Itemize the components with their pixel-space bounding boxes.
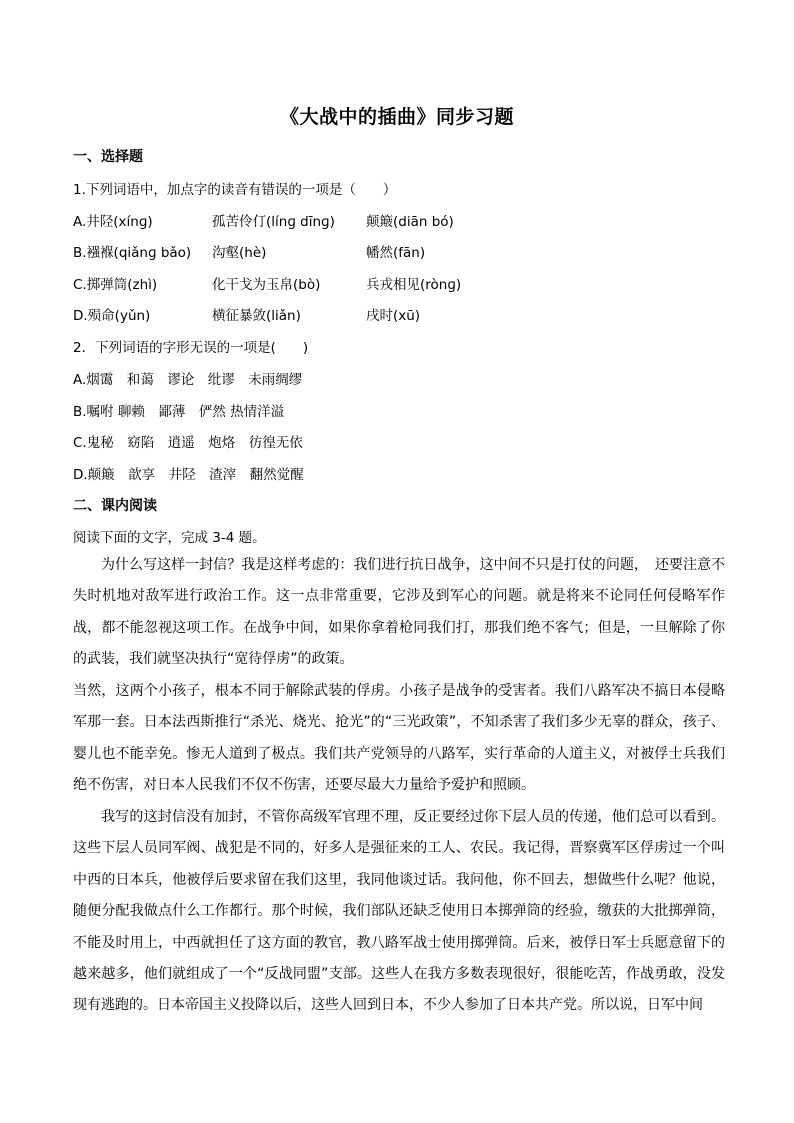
q1-option-a-1: A.井陉(xínɡ): [73, 214, 153, 230]
q2-option-a: A.烟霭 和蔼 谬论 纰谬 未雨绸缪: [73, 372, 303, 388]
q1-option-d-2: 横征暴敛(liǎn): [212, 308, 301, 324]
q2-option-d: D.颠簸 歆享 井陉 渣滓 翻然觉醒: [73, 467, 304, 483]
section-heading-choice: 一、选择题: [73, 149, 143, 165]
q1-option-c-3: 兵戎相见(rònɡ): [366, 277, 462, 293]
q2-option-b: B.嘱咐 聊赖 鄙薄 俨然 热情洋溢: [73, 404, 285, 420]
section-heading-reading: 二、课内阅读: [73, 498, 157, 514]
q1-option-c-1: C.掷弹筒(zhì): [73, 277, 158, 293]
q1-option-b-2: 沟壑(hè): [212, 245, 267, 261]
reading-instruction: 阅读下面的文字，完成 3-4 题。: [73, 530, 266, 546]
page-title: 《大战中的插曲》同步习题: [279, 106, 514, 128]
q1-option-d-1: D.殒命(yǔn): [73, 308, 151, 324]
q1-option-c-2: 化干戈为玉帛(bò): [212, 277, 321, 293]
passage-paragraph-2: 当然，这两个小孩子，根本不同于解除武装的俘虏。小孩子是战争的受害者。我们八路军决不搞日本侵略军那一套。日本法西斯推行“杀光、烧光、抢光”的“三光政策”，不知杀害了我们多少无辜的群众，孩子、婴儿也不能幸免。惨无人道到了极点。我们共产党领导的八路军，实行革命的人道主义，对被俘士兵我们绝不伤害，对日本人民我们不仅不伤害，还要尽最大力量给予爱护和照顾。: [73, 683, 725, 794]
q1-option-d-3: 戌时(xū): [366, 308, 421, 324]
q2-option-c: C.鬼秘 窈陷 逍遥 炮烙 彷徨无依: [73, 435, 303, 451]
q1-option-b-3: 幡然(fān): [366, 245, 426, 261]
passage-paragraph-1: 为什么写这样一封信？我是这样考虑的：我们进行抗日战争，这中间不只是打仗的问题， 还要注意不失时机地对敌军进行政治工作。这一点非常重要，它涉及到军心的问题。就是将来不论同任何侵略军作战，都不能忽视这项工作。在战争中间，如果你拿着枪同我们打，那我们绝不客气；但是，一旦解除了你的武装，我们就坚决执行“宽待俘虏”的政策。: [73, 557, 725, 668]
passage-paragraph-3: 我写的这封信没有加封，不管你高级军官理不理，反正要经过你下层人员的传递，他们总可以看到。这些下层人员同军阀、战犯是不同的，好多人是强征来的工人、农民。我记得，晋察冀军区俘虏过一个叫中西的日本兵，他被俘后要求留在我们这里，我同他谈过话。我问他，你不回去，想做些什么呢？他说，随便分配我做点什么工作都行。那个时候，我们部队还缺乏使用日本掷弹筒的经验，缴获的大批掷弹筒，不能及时用上，中西就担任了这方面的教官，教八路军战士使用掷弹筒。后来，被俘日军士兵愿意留下的越来越多，他们就组成了一个“反战同盟”支部。这些人在我方多数表现很好，很能吃苦，作战勇敢，没发现有逃跑的。日本帝国主义投降以后，这些人回到日本，不少人参加了日本共产党。所以说，日军中间: [73, 809, 725, 1014]
q1-option-a-2: 孤苦伶仃(línɡ dīnɡ): [212, 214, 335, 230]
question-2-stem: 2．下列词语的字形无误的一项是( ): [73, 340, 309, 356]
q1-option-a-3: 颠簸(diān bó): [366, 214, 454, 230]
q1-option-b-1: B.襁褓(qiǎnɡ bǎo): [73, 245, 192, 261]
question-1-stem: 1.下列词语中，加点字的读音有错误的一项是（ ）: [73, 182, 397, 198]
